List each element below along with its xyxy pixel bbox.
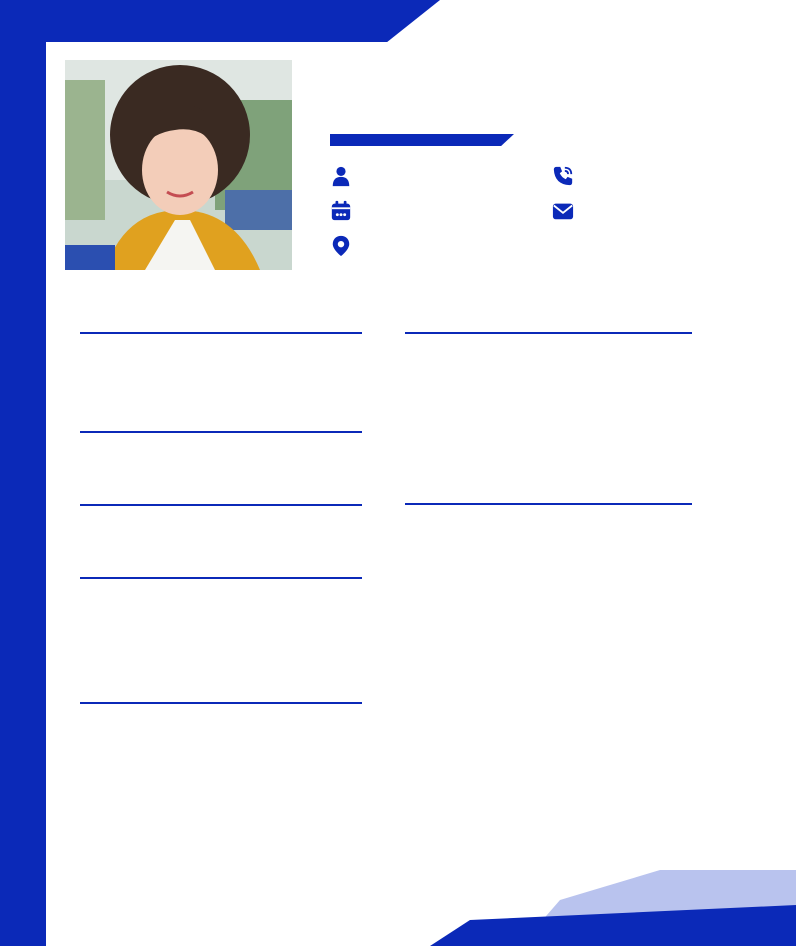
- envelope-icon: [552, 200, 574, 222]
- objective-divider: [80, 332, 362, 334]
- left-accent-bar: [0, 0, 46, 946]
- profile-photo: [65, 60, 292, 270]
- strengths-divider: [80, 431, 362, 433]
- experience-divider: [405, 503, 692, 505]
- dob-row: [330, 200, 370, 222]
- email-row: [552, 200, 592, 222]
- gender-row: [330, 165, 370, 187]
- job-title-underline: [330, 134, 514, 146]
- phone-icon: [552, 165, 574, 187]
- address-row: [330, 235, 370, 257]
- location-pin-icon: [330, 235, 352, 257]
- phone-row: [552, 165, 592, 187]
- calendar-icon: [330, 200, 352, 222]
- top-accent-bar: [0, 0, 440, 42]
- person-icon: [330, 165, 352, 187]
- education-divider: [405, 332, 692, 334]
- certificates-divider: [80, 504, 362, 506]
- hobbies-divider: [80, 577, 362, 579]
- references-divider: [80, 702, 362, 704]
